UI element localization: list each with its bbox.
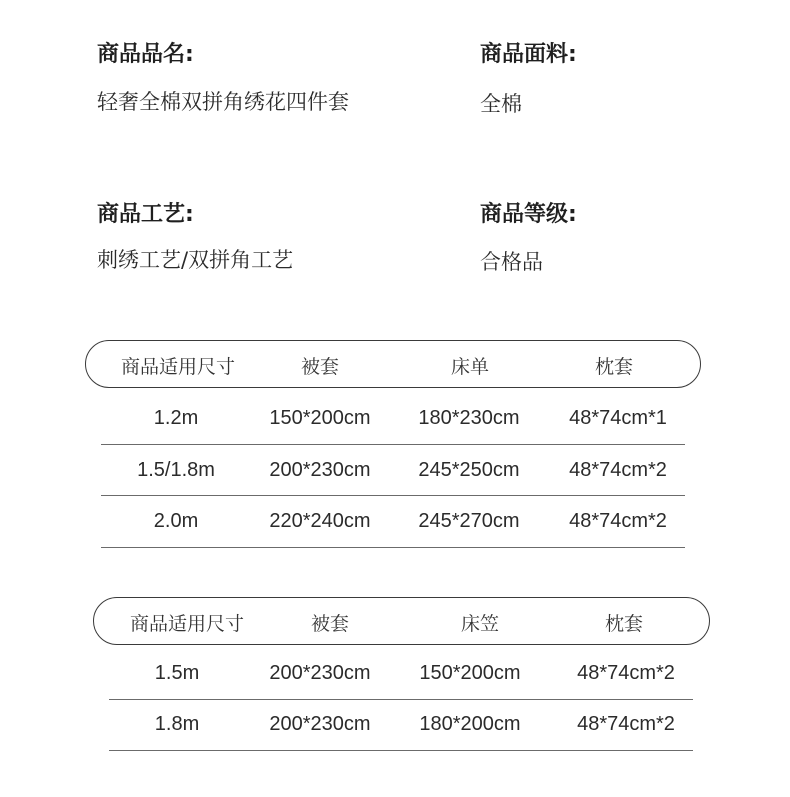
row-duvet-cover: 200*230cm bbox=[269, 459, 371, 481]
header-duvet-cover: 被套 bbox=[300, 356, 340, 378]
row-size: 1.5m bbox=[154, 662, 200, 684]
row-duvet-cover: 200*230cm bbox=[269, 713, 371, 735]
row-duvet-cover: 220*240cm bbox=[269, 510, 371, 532]
row-bed-sheet: 245*270cm bbox=[418, 510, 520, 532]
craft-label: 商品工艺: bbox=[97, 202, 194, 227]
product-name-value: 轻奢全棉双拼角绣花四件套 bbox=[97, 90, 349, 114]
row-pillowcase: 48*74cm*1 bbox=[569, 407, 667, 429]
row-fitted-sheet: 180*200cm bbox=[419, 713, 521, 735]
header-size: 商品适用尺寸 bbox=[129, 613, 245, 635]
row-divider bbox=[101, 547, 685, 548]
fabric-label: 商品面料: bbox=[480, 42, 577, 67]
row-divider bbox=[101, 495, 685, 496]
grade-value: 合格品 bbox=[480, 250, 543, 274]
fabric-value: 全棉 bbox=[480, 92, 522, 116]
size-table-sheet bbox=[85, 340, 701, 550]
row-pillowcase: 48*74cm*2 bbox=[569, 459, 667, 481]
row-pillowcase: 48*74cm*2 bbox=[577, 713, 675, 735]
size-table-fitted bbox=[93, 597, 710, 757]
row-bed-sheet: 245*250cm bbox=[418, 459, 520, 481]
craft-value: 刺绣工艺/双拼角工艺 bbox=[97, 248, 294, 272]
header-pillowcase: 枕套 bbox=[604, 613, 644, 635]
row-divider bbox=[109, 750, 693, 751]
header-fitted-sheet: 床笠 bbox=[460, 613, 500, 635]
product-name-label: 商品品名: bbox=[97, 42, 194, 67]
row-pillowcase: 48*74cm*2 bbox=[577, 662, 675, 684]
header-bed-sheet: 床单 bbox=[450, 356, 490, 378]
row-duvet-cover: 150*200cm bbox=[269, 407, 371, 429]
header-duvet-cover: 被套 bbox=[310, 613, 350, 635]
row-fitted-sheet: 150*200cm bbox=[419, 662, 521, 684]
row-bed-sheet: 180*230cm bbox=[418, 407, 520, 429]
header-pillowcase: 枕套 bbox=[594, 356, 634, 378]
row-divider bbox=[101, 444, 685, 445]
row-size: 1.8m bbox=[154, 713, 200, 735]
row-pillowcase: 48*74cm*2 bbox=[569, 510, 667, 532]
row-divider bbox=[109, 699, 693, 700]
header-size: 商品适用尺寸 bbox=[120, 356, 236, 378]
row-duvet-cover: 200*230cm bbox=[269, 662, 371, 684]
row-size: 1.2m bbox=[153, 407, 199, 429]
grade-label: 商品等级: bbox=[480, 202, 577, 227]
row-size: 1.5/1.8m bbox=[137, 459, 215, 481]
row-size: 2.0m bbox=[153, 510, 199, 532]
